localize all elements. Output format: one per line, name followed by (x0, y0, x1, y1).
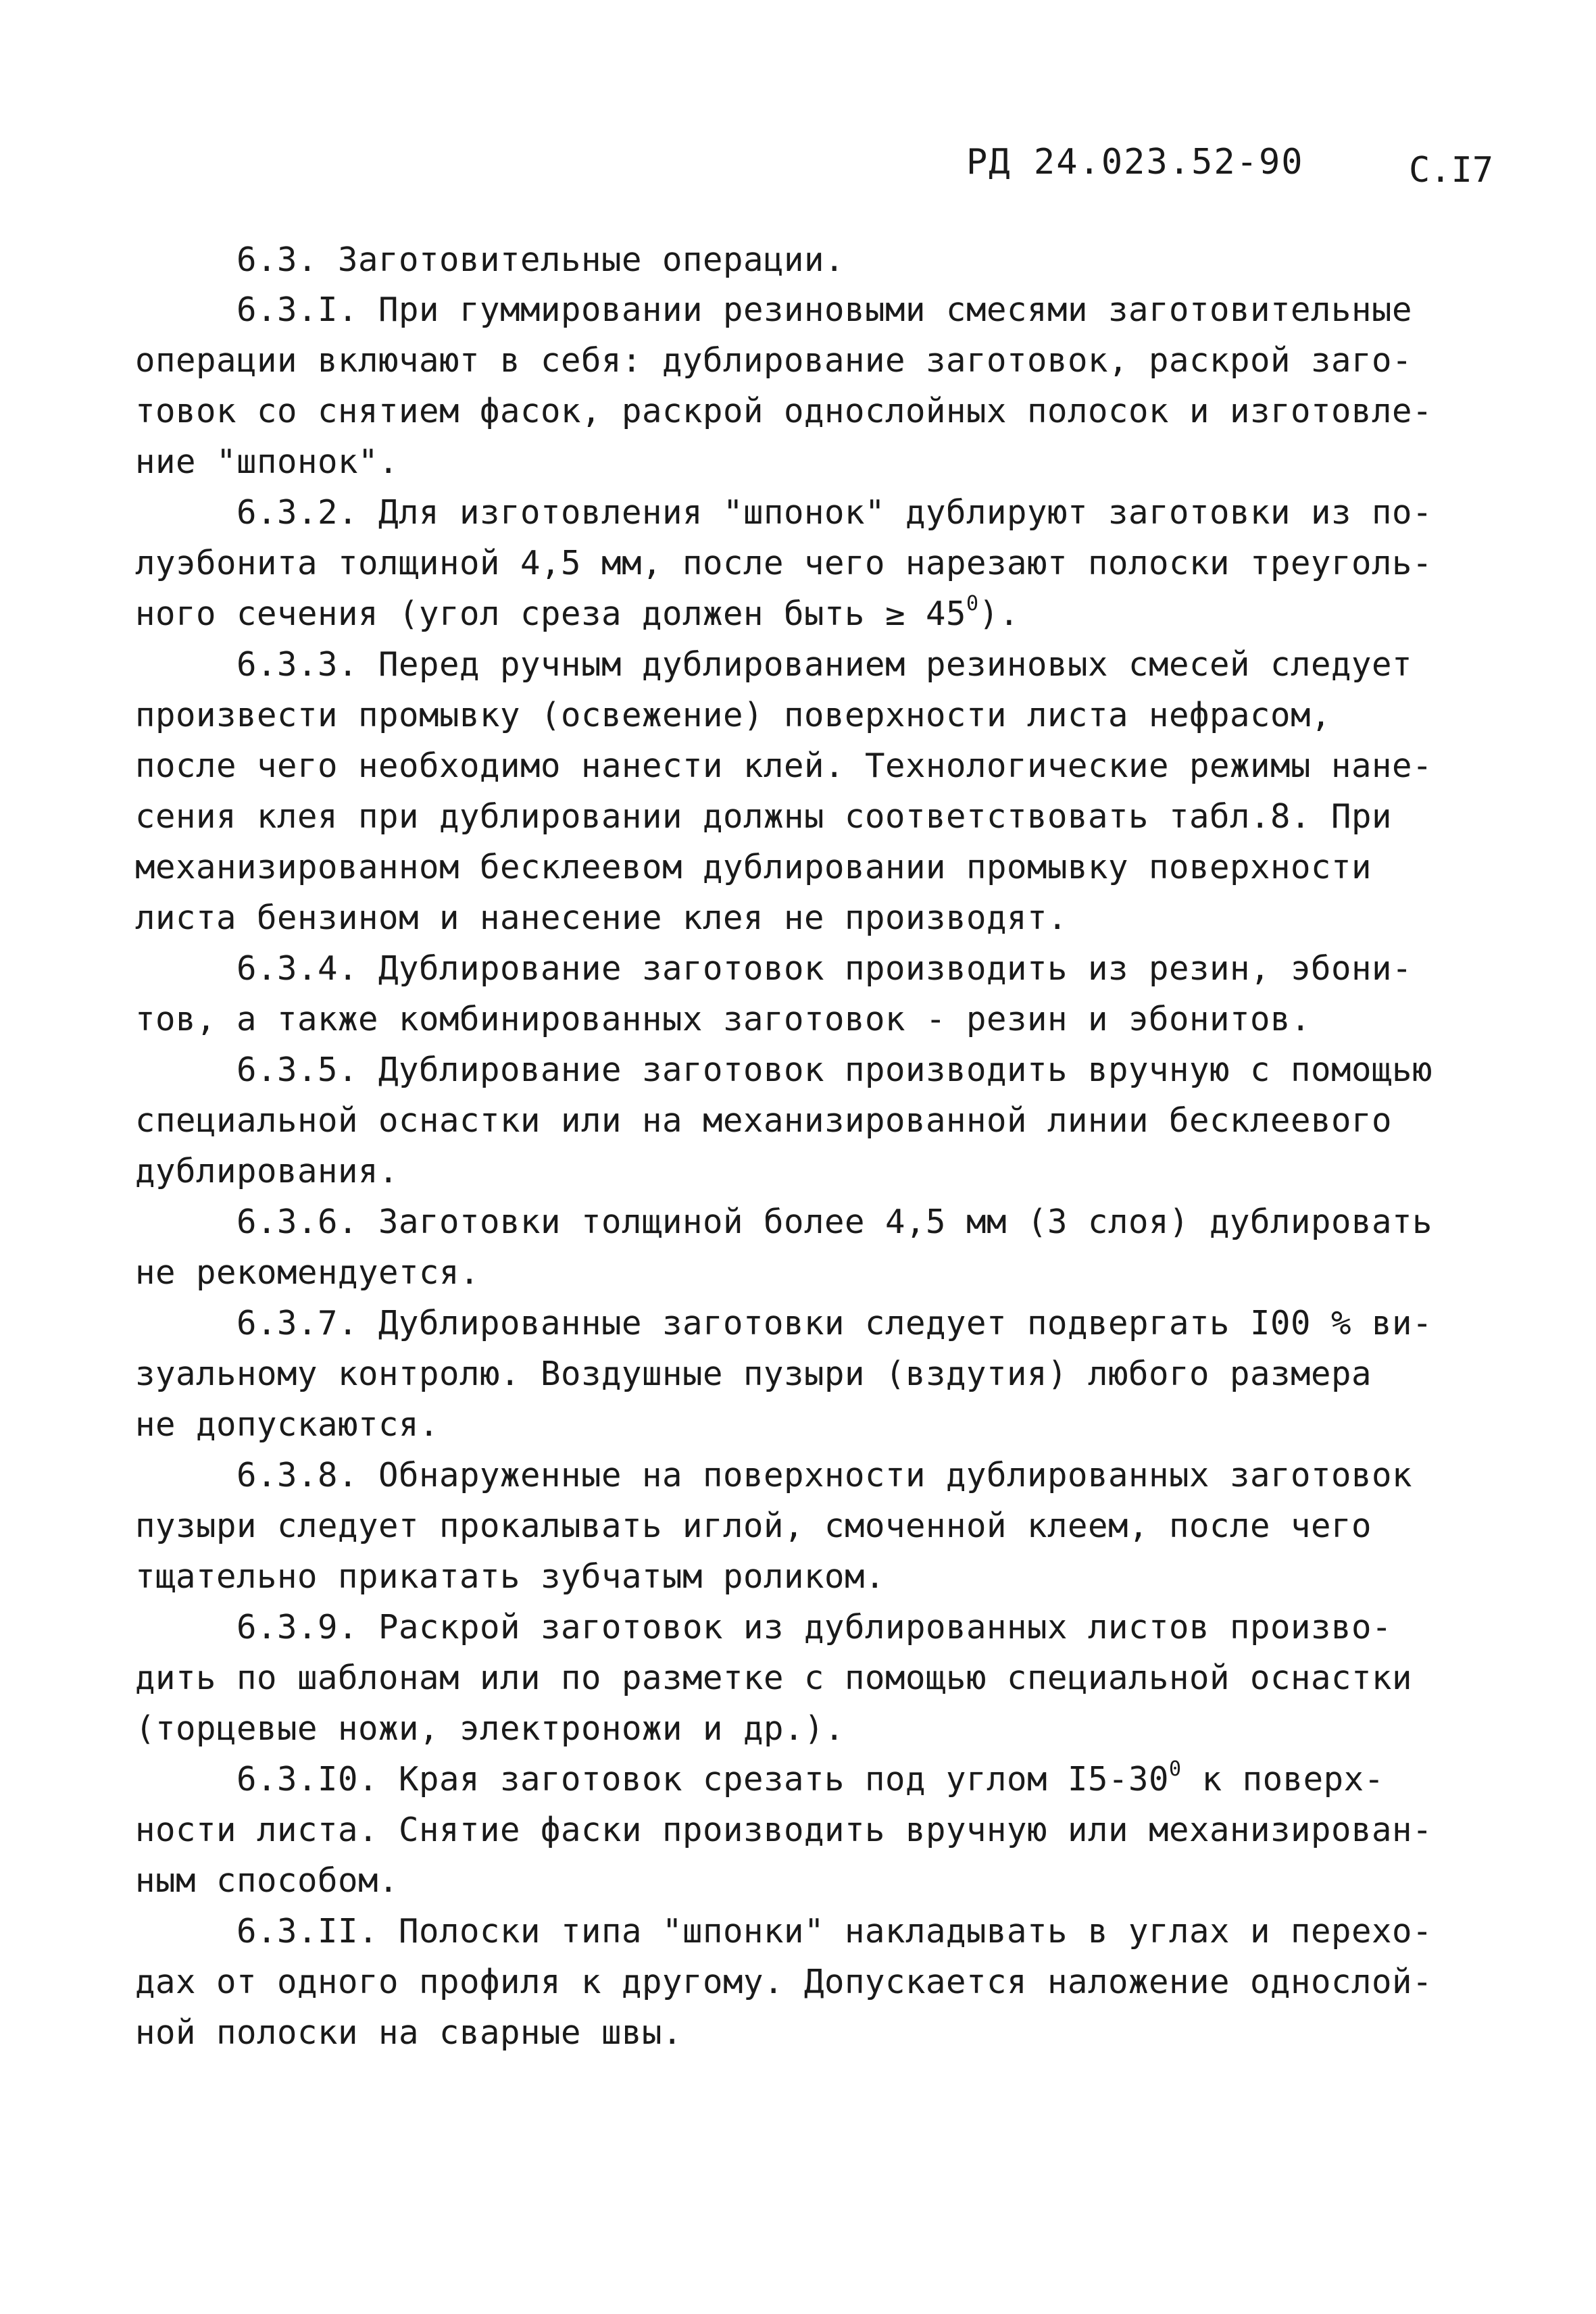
paragraph-line: механизированном бесклеевом дублировании промывку поверхности (135, 848, 1372, 886)
paragraph-line: зуальному контролю. Воздушные пузыри (вздутия) любого размера (135, 1355, 1372, 1393)
degree-mark: 0 (966, 592, 979, 615)
paragraph-line: сения клея при дублировании должны соответствовать табл.8. При (135, 797, 1393, 836)
paragraph-line: ние "шпонок". (135, 443, 399, 481)
degree-mark: 0 (1169, 1757, 1182, 1781)
paragraph-line: 6.3.II. Полоски типа "шпонки" накладывать в углах и перехо- (236, 1912, 1433, 1951)
paragraph-line: ной полоски на сварные швы. (135, 2013, 683, 2052)
paragraph-line: пузыри следует прокалывать иглой, смоченной клеем, после чего (135, 1507, 1372, 1545)
paragraph-line: ным способом. (135, 1861, 399, 1900)
paragraph-line: специальной оснастки или на механизированной линии бесклеевого (135, 1101, 1393, 1140)
paragraph-line: 6.3.I. При гуммировании резиновыми смесями заготовительные (236, 291, 1413, 329)
paragraph-line: после чего необходимо нанести клей. Технологические режимы нане- (135, 747, 1433, 785)
paragraph-line: тщательно прикатать зубчатым роликом. (135, 1557, 886, 1596)
paragraph-line: 6.3.4. Дублирование заготовок производить из резин, эбони- (236, 949, 1413, 988)
paragraph-line: 6.3.I0. Края заготовок срезать под углом $I5-30^0$ к поверх- (236, 1757, 1385, 1799)
paragraph-line: дах от одного профиля к другому. Допускается наложение однослой- (135, 1963, 1433, 2001)
document-code: РД 24.023.52-90 (966, 142, 1304, 182)
paragraph-line: 6.3.5. Дублирование заготовок производить вручную с помощью (236, 1051, 1433, 1089)
paragraph-line: 6.3.6. Заготовки толщиной более 4,5 мм (3 слоя) дублировать (236, 1203, 1433, 1241)
paragraph-line: 6.3.9. Раскрой заготовок из дублированных листов произво- (236, 1608, 1393, 1646)
paragraph-line: дить по шаблонам или по разметке с помощью специальной оснастки (135, 1659, 1413, 1697)
paragraph-line: тов, а также комбинированных заготовок - резин и эбонитов. (135, 1000, 1312, 1038)
paragraph-line: операции включают в себя: дублирование заготовок, раскрой заго- (135, 341, 1413, 380)
page-number: С.I7 (1409, 150, 1494, 191)
paragraph-line: произвести промывку (освежение) поверхности листа нефрасом, (135, 696, 1332, 734)
paragraph-line: не рекомендуется. (135, 1253, 480, 1292)
paragraph-line: (торцевые ножи, электроножи и др.). (135, 1709, 845, 1748)
paragraph-line: дублирования. (135, 1152, 399, 1190)
paragraph-line: 6.3.8. Обнаруженные на поверхности дублированных заготовок (236, 1456, 1413, 1494)
paragraph-line: 6.3.7. Дублированные заготовки следует подвергать I00 % ви- (236, 1304, 1433, 1342)
paragraph-line: товок со снятием фасок, раскрой однослойных полосок и изготовле- (135, 392, 1433, 430)
paragraph-line: не допускаются. (135, 1405, 440, 1444)
paragraph-line: ного сечения (угол среза должен быть ≥ $45^0$). (135, 592, 1020, 633)
paragraph-line: 6.3.2. Для изготовления "шпонок" дублируют заготовки из по- (236, 493, 1433, 532)
paragraph-line: листа бензином и нанесение клея не производят. (135, 899, 1068, 937)
section-heading: 6.3. Заготовительные операции. (236, 241, 845, 279)
paragraph-line: луэбонита толщиной 4,5 мм, после чего нарезают полоски треуголь- (135, 544, 1433, 582)
paragraph-line: 6.3.3. Перед ручным дублированием резиновых смесей следует (236, 645, 1413, 684)
paragraph-line: ности листа. Снятие фаски производить вручную или механизирован- (135, 1811, 1433, 1849)
